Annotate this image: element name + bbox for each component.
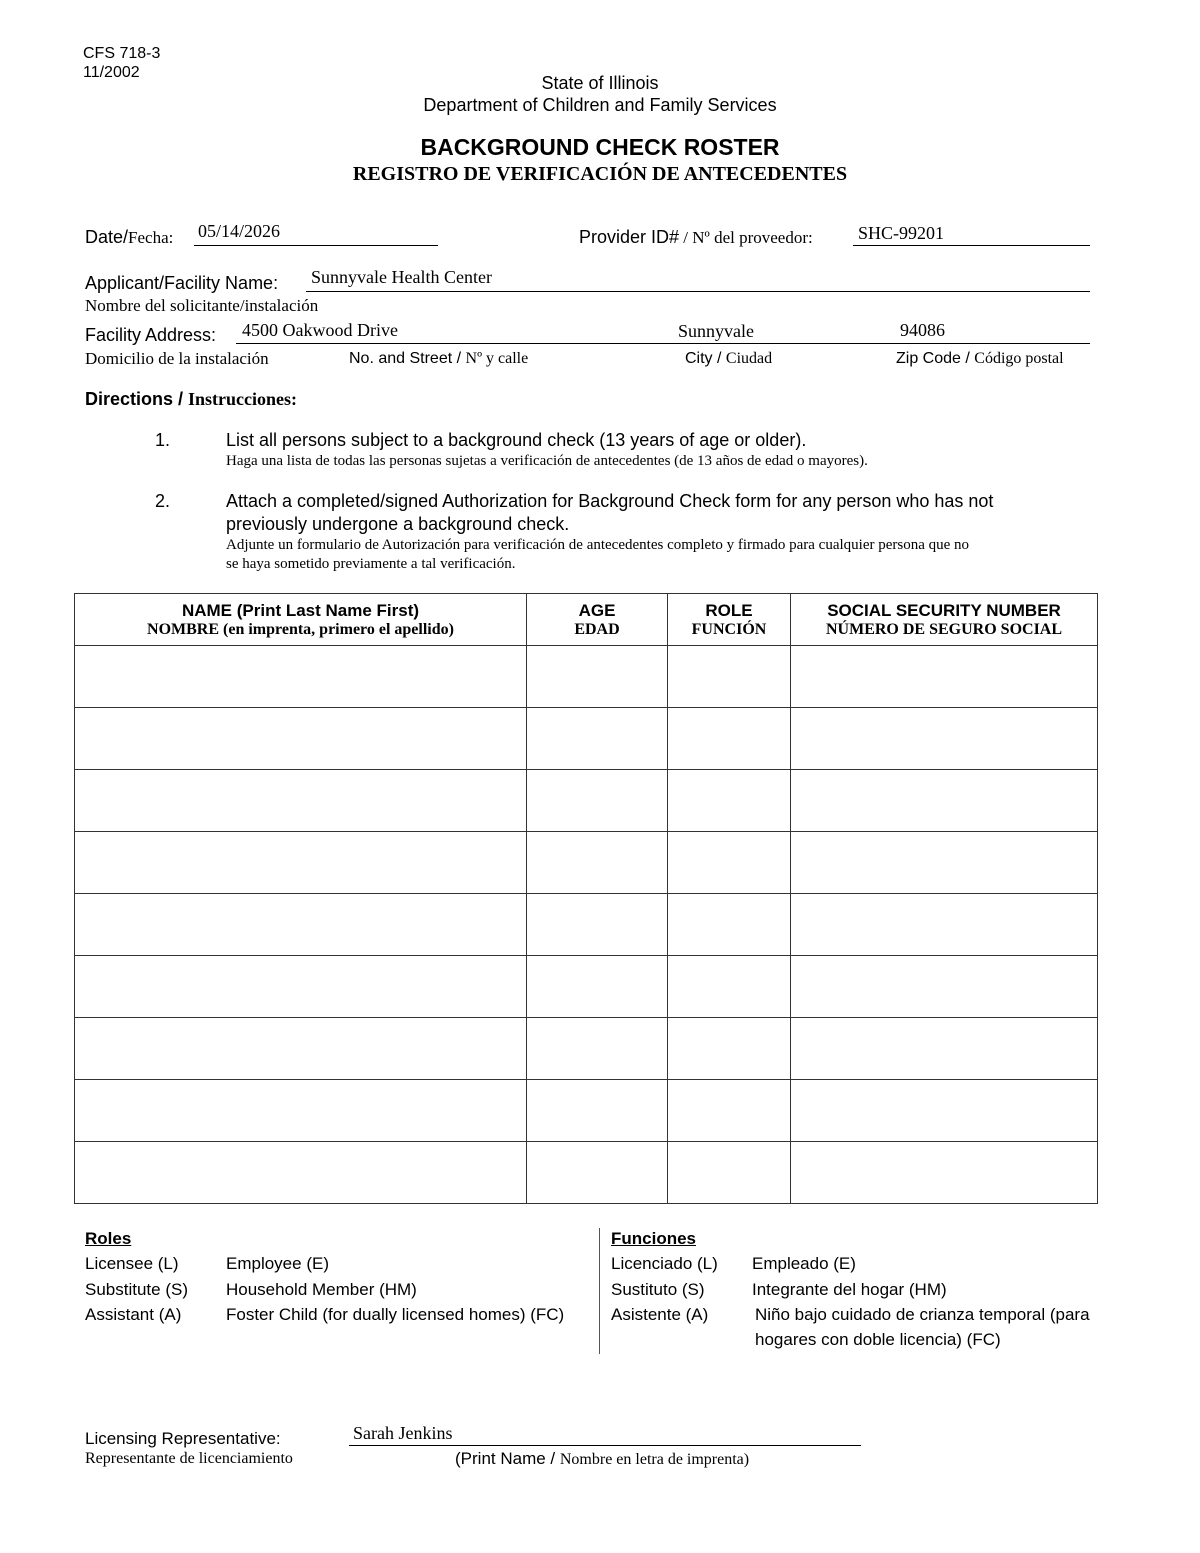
direction-2-es-line1: Adjunte un formulario de Autorización para verificación de antecedentes completo y firmado para cualquier persona que no — [226, 537, 970, 553]
age-cell[interactable] — [527, 770, 668, 832]
street-caption-es: Nº y calle — [465, 350, 529, 367]
print-name-caption — [455, 1449, 749, 1469]
roster-row — [75, 832, 1098, 894]
ssn-cell[interactable] — [791, 770, 1098, 832]
ssn-cell[interactable] — [791, 708, 1098, 770]
role-cell[interactable] — [668, 708, 791, 770]
street-field[interactable]: 4500 Oakwood Drive — [242, 320, 398, 340]
funcion-licenciado: Licenciado (L) — [611, 1254, 718, 1273]
provider-id-label-en: Provider ID# — [579, 227, 680, 247]
ssn-cell[interactable] — [791, 1018, 1098, 1080]
applicant-label-en: Applicant/Facility Name: — [85, 273, 279, 293]
roles-divider — [599, 1228, 600, 1354]
funcion-integrante-hogar: Integrante del hogar (HM) — [752, 1280, 947, 1299]
city-field[interactable]: Sunnyvale — [678, 321, 754, 341]
age-cell[interactable] — [527, 1142, 668, 1204]
age-cell[interactable] — [527, 894, 668, 956]
provider-id-label-es: / Nº del proveedor: — [679, 228, 813, 247]
ssn-header-es: NÚMERO DE SEGURO SOCIAL — [825, 620, 1063, 638]
roster-row — [75, 956, 1098, 1018]
role-cell[interactable] — [668, 1080, 791, 1142]
directions-heading-es: Instrucciones: — [188, 389, 298, 409]
licensing-rep-name-field[interactable]: Sarah Jenkins — [353, 1423, 453, 1443]
ssn-cell[interactable] — [791, 646, 1098, 708]
role-cell[interactable] — [668, 1018, 791, 1080]
roster-row — [75, 708, 1098, 770]
city-caption-en: City / — [685, 350, 726, 367]
role-header-es: FUNCIÓN — [691, 620, 767, 638]
age-cell[interactable] — [527, 832, 668, 894]
ssn-cell[interactable] — [791, 832, 1098, 894]
roles-heading-en: Roles — [85, 1229, 132, 1248]
directions-heading-en: Directions / — [85, 389, 189, 409]
age-header-es: EDAD — [574, 620, 620, 638]
address-label-es: Domicilio de la instalación — [85, 349, 269, 368]
role-cell[interactable] — [668, 770, 791, 832]
licensing-rep-label-en: Licensing Representative: — [85, 1429, 281, 1448]
ssn-cell[interactable] — [791, 894, 1098, 956]
funcion-asistente: Asistente (A) — [611, 1305, 709, 1324]
role-cell[interactable] — [668, 1142, 791, 1204]
roster-row — [75, 770, 1098, 832]
roster-table — [74, 593, 1098, 1204]
street-caption — [349, 350, 528, 368]
funcion-sustituto: Sustituto (S) — [611, 1280, 705, 1299]
date-label-en: Date/ — [85, 227, 129, 247]
applicant-underline — [306, 291, 1090, 292]
name-cell[interactable] — [75, 708, 527, 770]
funcion-empleado: Empleado (E) — [752, 1254, 856, 1273]
direction-1-en: List all persons subject to a background check (13 years of age or older). — [226, 430, 807, 450]
zip-caption-es: Código postal — [974, 350, 1064, 367]
direction-2-en-line2: previously undergone a background check. — [226, 514, 570, 534]
date-label — [85, 227, 173, 248]
direction-1-es: Haga una lista de todas las personas sujetas a verificación de antecedentes (de 13 años de edad o mayores). — [226, 453, 868, 469]
zip-caption-en: Zip Code / — [896, 350, 975, 367]
zip-field[interactable]: 94086 — [900, 320, 945, 340]
ssn-header-en: SOCIAL SECURITY NUMBER — [827, 600, 1061, 620]
name-header-es: NOMBRE (en imprenta, primero el apellido) — [147, 620, 454, 638]
role-header-en: ROLE — [705, 600, 753, 620]
licensing-rep-label-es: Representante de licenciamiento — [85, 1450, 293, 1467]
role-employee: Employee (E) — [226, 1254, 329, 1273]
ssn-cell[interactable] — [791, 956, 1098, 1018]
role-cell[interactable] — [668, 956, 791, 1018]
name-cell[interactable] — [75, 770, 527, 832]
department-name: Department of Children and Family Services — [423, 95, 777, 115]
form-title-en: BACKGROUND CHECK ROSTER — [420, 134, 780, 160]
name-cell[interactable] — [75, 646, 527, 708]
direction-2-es-line2: se haya sometido previamente a tal verificación. — [226, 556, 516, 572]
roster-row — [75, 1080, 1098, 1142]
applicant-name-field[interactable]: Sunnyvale Health Center — [311, 267, 492, 287]
age-cell[interactable] — [527, 956, 668, 1018]
funcion-nino-crianza: Niño bajo cuidado de crianza temporal (para — [755, 1305, 1090, 1324]
roster-row — [75, 646, 1098, 708]
form-title-es: REGISTRO DE VERIFICACIÓN DE ANTECEDENTES — [352, 163, 848, 185]
funcion-nino-crianza-cont: hogares con doble licencia) (FC) — [755, 1330, 1001, 1349]
role-cell[interactable] — [668, 832, 791, 894]
city-caption — [685, 350, 772, 368]
roster-header-row — [75, 594, 1098, 646]
provider-id-underline — [853, 245, 1090, 246]
state-name: State of Illinois — [541, 73, 659, 93]
age-cell[interactable] — [527, 708, 668, 770]
role-substitute: Substitute (S) — [85, 1280, 188, 1299]
age-cell[interactable] — [527, 1018, 668, 1080]
age-cell[interactable] — [527, 1080, 668, 1142]
age-header-en: AGE — [578, 600, 616, 620]
roles-heading-es: Funciones — [611, 1229, 697, 1248]
ssn-cell[interactable] — [791, 1142, 1098, 1204]
date-label-es: Fecha: — [128, 228, 174, 247]
direction-2-en-line1: Attach a completed/signed Authorization for Background Check form for any person who has not — [226, 491, 994, 511]
street-caption-en: No. and Street / — [349, 350, 466, 367]
roster-row — [75, 1018, 1098, 1080]
direction-1-number: 1. — [155, 430, 171, 450]
form-number: CFS 718-3 — [83, 45, 161, 62]
role-cell[interactable] — [668, 646, 791, 708]
print-name-caption-es: Nombre en letra de imprenta) — [559, 1451, 750, 1468]
age-column-header — [527, 594, 668, 646]
direction-2-number: 2. — [155, 491, 171, 511]
licensing-rep-underline — [349, 1445, 861, 1446]
form-revision-date: 11/2002 — [83, 64, 140, 81]
zip-caption — [896, 350, 1064, 368]
print-name-caption-en: (Print Name / — [455, 1449, 560, 1468]
address-label-en: Facility Address: — [85, 325, 217, 345]
applicant-label-es: Nombre del solicitante/instalación — [85, 296, 319, 315]
name-cell[interactable] — [75, 1142, 527, 1204]
roster-row — [75, 1142, 1098, 1204]
ssn-column-header — [791, 594, 1098, 646]
name-column-header — [75, 594, 527, 646]
role-foster-child: Foster Child (for dually licensed homes) (FC) — [226, 1305, 565, 1324]
name-cell[interactable] — [75, 956, 527, 1018]
role-assistant: Assistant (A) — [85, 1305, 182, 1324]
role-column-header — [668, 594, 791, 646]
role-cell[interactable] — [668, 894, 791, 956]
provider-id-field[interactable]: SHC-99201 — [858, 223, 945, 243]
name-cell[interactable] — [75, 894, 527, 956]
provider-id-label — [579, 227, 813, 248]
name-cell[interactable] — [75, 832, 527, 894]
name-header-en: NAME (Print Last Name First) — [181, 600, 420, 620]
role-household-member: Household Member (HM) — [226, 1280, 417, 1299]
name-cell[interactable] — [75, 1080, 527, 1142]
address-underline — [236, 343, 1090, 344]
name-cell[interactable] — [75, 1018, 527, 1080]
date-field[interactable]: 05/14/2026 — [198, 221, 281, 241]
role-licensee: Licensee (L) — [85, 1254, 179, 1273]
age-cell[interactable] — [527, 646, 668, 708]
roster-row — [75, 894, 1098, 956]
date-underline — [194, 245, 438, 246]
city-caption-es: Ciudad — [725, 350, 773, 367]
agency-header — [0, 72, 1200, 116]
directions-heading — [85, 389, 297, 410]
ssn-cell[interactable] — [791, 1080, 1098, 1142]
